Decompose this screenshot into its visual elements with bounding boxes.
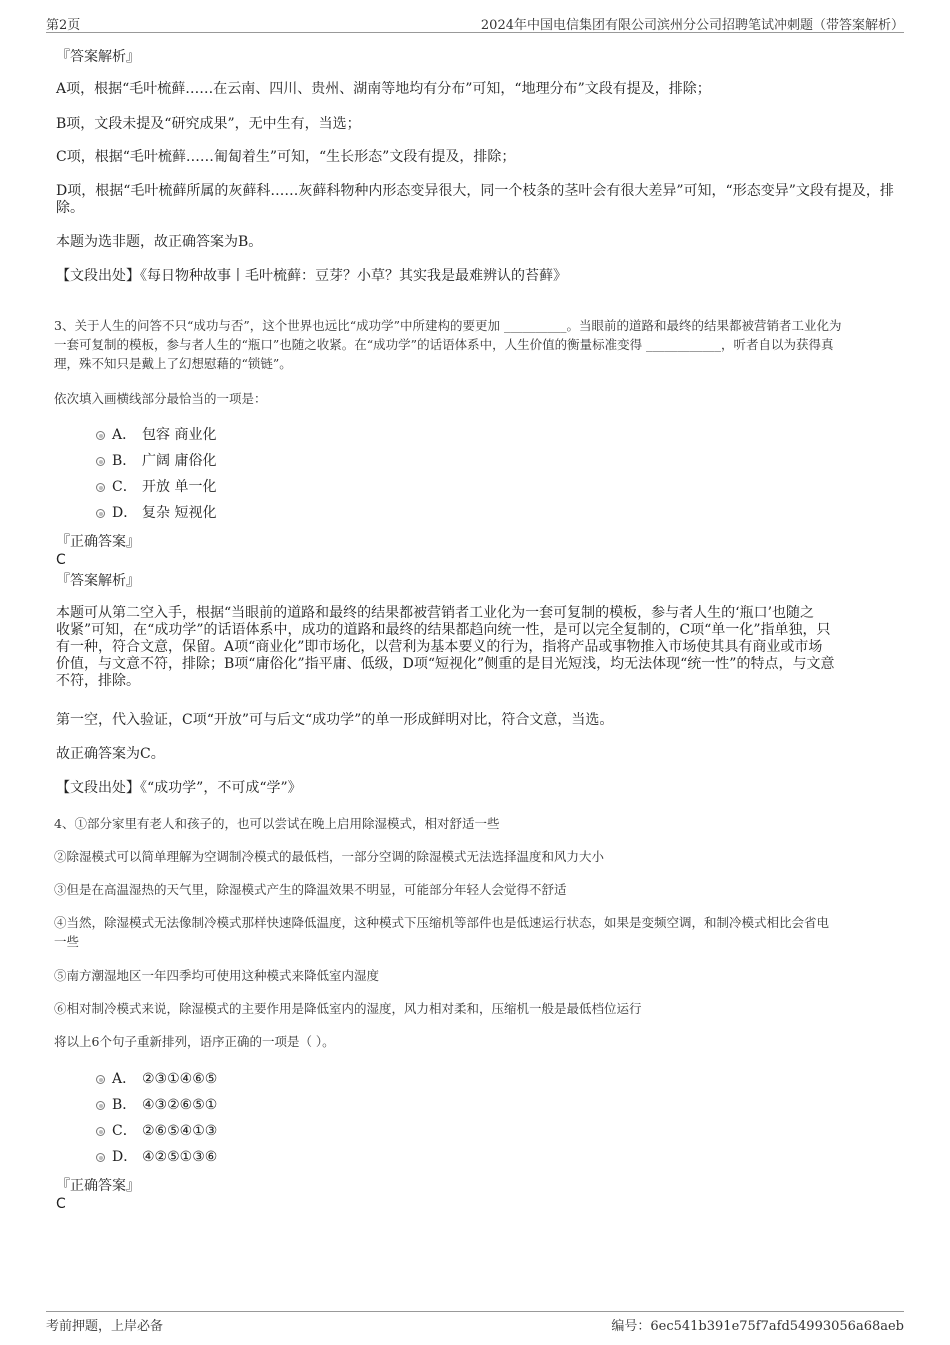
q3-analysis-line: 有一种，符合文意，保留。A项“商业化”即市场化，以营利为基本要义的行为，指将产品或事物推入市场使其具有商业或市场	[56, 639, 823, 655]
q2-source: 【文段出处】《每日物种故事丨毛叶梳藓：豆芽？小草？其实我是最难辨认的苔藓》	[56, 268, 567, 284]
document-id: 编号：6ec541b391e75f7afd54993056a68aeb	[611, 1319, 904, 1334]
q4-option-a[interactable]: A． ②③①④⑥⑤	[54, 1066, 454, 1092]
q4-sentence-3: ③但是在高温湿热的天气里，除湿模式产生的降温效果不明显，可能部分年轻人会觉得不舒适	[54, 882, 567, 897]
radio-icon[interactable]	[96, 1075, 105, 1084]
q3-answer: C	[56, 552, 66, 568]
q3-stem-line: 理，殊不知只是戴上了幻想慰藉的“锁链”。	[54, 356, 292, 371]
q4-option-b[interactable]: B． ④③②⑥⑤①	[54, 1092, 454, 1118]
radio-icon[interactable]	[96, 483, 105, 492]
q4-sentence-1: 4、①部分家里有老人和孩子的，也可以尝试在晚上启用除湿模式，相对舒适一些	[54, 816, 500, 831]
q3-prompt: 依次填入画横线部分最恰当的一项是：	[54, 391, 267, 406]
q2-analysis-a: A项，根据“毛叶梳藓……在云南、四川、贵州、湖南等地均有分布”可知，“地理分布”文段有提及，排除；	[56, 81, 711, 97]
radio-icon[interactable]	[96, 457, 105, 466]
q2-analysis-b: B项，文段未提及“研究成果”，无中生有，当选；	[56, 116, 361, 132]
q3-options	[54, 422, 454, 526]
q4-sentence-5: ⑤南方潮湿地区一年四季均可使用这种模式来降低室内湿度	[54, 968, 380, 983]
page-header	[46, 12, 904, 33]
q4-sentence-4: ④当然，除湿模式无法像制冷模式那样快速降低温度，这种模式下压缩机等部件也是低速运行状态，如果是变频空调，和制冷模式相比会省电	[54, 915, 830, 930]
q3-analysis-label: 『答案解析』	[56, 573, 140, 589]
q2-conclusion: 本题为选非题，故正确答案为B。	[56, 234, 263, 250]
q4-answer-label: 『正确答案』	[56, 1178, 140, 1194]
q4-sentence-4-cont: 一些	[54, 934, 80, 949]
q4-sentence-6: ⑥相对制冷模式来说，除湿模式的主要作用是降低室内的湿度，风力相对柔和，压缩机一般是最低档位运行	[54, 1001, 642, 1016]
q3-source: 【文段出处】《“成功学”，不可成“学”》	[56, 780, 302, 796]
radio-icon[interactable]	[96, 1127, 105, 1136]
page-number: 第2页	[46, 18, 81, 33]
q3-stem-line: 3、关于人生的问答不只“成功与否”，这个世界也远比“成功学”中所建构的要更加 __________。当眼前的道路和最终的结果都被营销者工业化为	[54, 318, 842, 333]
radio-icon[interactable]	[96, 1153, 105, 1162]
q3-analysis-para2: 第一空，代入验证，C项“开放”可与后文“成功学”的单一形成鲜明对比，符合文意，当选。	[56, 712, 614, 728]
q4-options	[54, 1066, 454, 1170]
q3-conclusion: 故正确答案为C。	[56, 746, 165, 762]
radio-icon[interactable]	[96, 431, 105, 440]
q3-option-c[interactable]: C． 开放 单一化	[54, 474, 454, 500]
footer-slogan: 考前押题，上岸必备	[46, 1319, 164, 1334]
q4-answer: C	[56, 1196, 66, 1212]
q2-analysis-d: D项，根据“毛叶梳藓所属的灰藓科……灰藓科物种内形态变异很大，同一个枝条的茎叶会有很大差异”可知，“形态变异”文段有提及，排除。	[56, 183, 894, 216]
q3-option-b[interactable]: B． 广阔 庸俗化	[54, 448, 454, 474]
radio-icon[interactable]	[96, 1101, 105, 1110]
q3-answer-label: 『正确答案』	[56, 534, 140, 550]
q3-analysis-line: 不符，排除。	[56, 673, 140, 689]
q3-analysis-line: 本题可从第二空入手，根据“当眼前的道路和最终的结果都被营销者工业化为一套可复制的模板，参与者人生的‘瓶口’也随之	[56, 605, 815, 621]
q3-stem	[54, 316, 904, 373]
radio-icon[interactable]	[96, 509, 105, 518]
q4-option-d[interactable]: D． ④②⑤①③⑥	[54, 1144, 454, 1170]
q4-sentence-2: ②除湿模式可以简单理解为空调制冷模式的最低档，一部分空调的除湿模式无法选择温度和风力大小	[54, 849, 605, 864]
q3-analysis-line: 价值，与文意不符，排除；B项“庸俗化”指平庸、低级，D项“短视化”侧重的是目光短浅，均无法体现“统一性”的特点，与文意	[56, 656, 835, 672]
q2-analysis-label: 『答案解析』	[56, 49, 140, 65]
page-footer	[46, 1311, 904, 1334]
q3-option-d[interactable]: D． 复杂 短视化	[54, 500, 454, 526]
q3-analysis-line: 收紧”可知，在“成功学”的话语体系中，成功的道路和最终的结果都趋向统一性，是可以完全复制的，C项“单一化”指单独，只	[56, 622, 831, 638]
q3-analysis	[56, 605, 901, 690]
q3-stem-line: 一套可复制的模板，参与者人生的“瓶口”也随之收紧。在“成功学”的话语体系中，人生价值的衡量标准变得 ____________，听者自以为获得真	[54, 337, 834, 352]
q4-option-c[interactable]: C． ②⑥⑤④①③	[54, 1118, 454, 1144]
q3-option-a[interactable]: A． 包容 商业化	[54, 422, 454, 448]
q4-prompt: 将以上6个句子重新排列，语序正确的一项是（ ）。	[54, 1034, 335, 1049]
q2-analysis-c: C项，根据“毛叶梳藓……匍匐着生”可知，“生长形态”文段有提及，排除；	[56, 149, 516, 165]
document-title: 2024年中国电信集团有限公司滨州分公司招聘笔试冲刺题（带答案解析）	[480, 18, 904, 33]
